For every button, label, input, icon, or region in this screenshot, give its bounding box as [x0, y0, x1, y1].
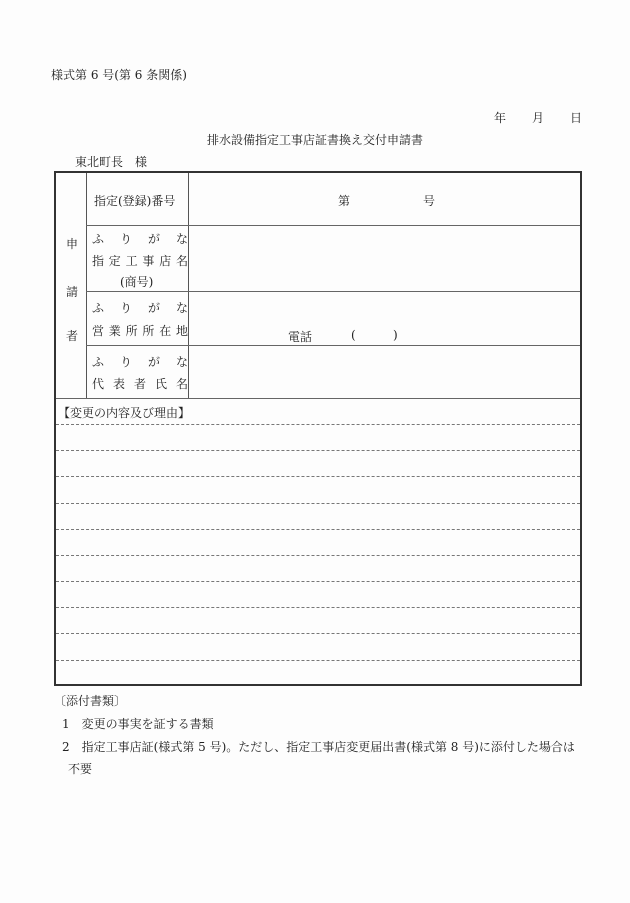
divider	[56, 398, 580, 399]
attachment-item-2-continuation: 不要	[68, 762, 93, 776]
reason-line[interactable]	[56, 450, 580, 451]
reason-line[interactable]	[56, 476, 580, 477]
applicant-label-1: 申	[65, 237, 78, 251]
attachment-number: 1	[62, 717, 70, 731]
attachment-text: 指定工事店証(様式第 5 号)。ただし、指定工事店変更届出書(様式第 8 号)に添付した場合は	[81, 740, 575, 754]
reason-line[interactable]	[56, 529, 580, 530]
phone-label: 電話	[288, 330, 313, 344]
divider	[86, 345, 580, 346]
trade-name-label: (商号)	[120, 275, 154, 289]
furigana-label: ふ り が な	[92, 355, 188, 369]
attachments-title: 〔添付書類〕	[54, 694, 127, 708]
registration-number-prefix[interactable]: 第	[338, 194, 351, 208]
divider	[86, 225, 580, 226]
phone-close-paren: )	[393, 328, 398, 342]
reason-line[interactable]	[56, 607, 580, 608]
furigana-label: ふ り が な	[92, 301, 188, 315]
applicant-label-3: 者	[65, 329, 78, 343]
reason-label: 【変更の内容及び理由】	[58, 406, 191, 420]
office-address-label: 営 業 所 所 在 地	[92, 324, 188, 338]
attachment-item-1	[62, 715, 214, 732]
applicant-label-2: 請	[65, 285, 78, 299]
divider	[188, 173, 189, 398]
store-name-field[interactable]	[190, 227, 580, 289]
date-month: 月	[532, 111, 545, 125]
date-day: 日	[570, 111, 583, 125]
phone-open-paren: (	[351, 328, 356, 342]
attachment-text: 変更の事実を証する書類	[81, 717, 214, 731]
furigana-label: ふ り が な	[92, 232, 188, 246]
registration-number-suffix[interactable]: 号	[423, 194, 436, 208]
reason-line[interactable]	[56, 581, 580, 582]
form-number: 様式第 6 号(第 6 条関係)	[51, 68, 187, 82]
registration-number-label: 指定(登録)番号	[94, 194, 176, 208]
reason-line[interactable]	[56, 633, 580, 634]
reason-line[interactable]	[56, 555, 580, 556]
reason-line[interactable]	[56, 660, 580, 661]
date-line	[494, 109, 582, 126]
reason-line[interactable]	[56, 424, 580, 425]
document-title: 排水設備指定工事店証書換え交付申請書	[206, 133, 423, 147]
divider	[86, 291, 580, 292]
addressee: 東北町長 様	[75, 155, 148, 169]
reason-line[interactable]	[56, 503, 580, 504]
representative-name-label: 代 表 者 氏 名	[92, 377, 188, 391]
date-year: 年	[494, 111, 507, 125]
attachment-number: 2	[62, 740, 70, 754]
application-table	[54, 171, 582, 686]
store-name-label: 指 定 工 事 店 名	[92, 254, 188, 268]
attachment-item-2	[62, 738, 575, 755]
